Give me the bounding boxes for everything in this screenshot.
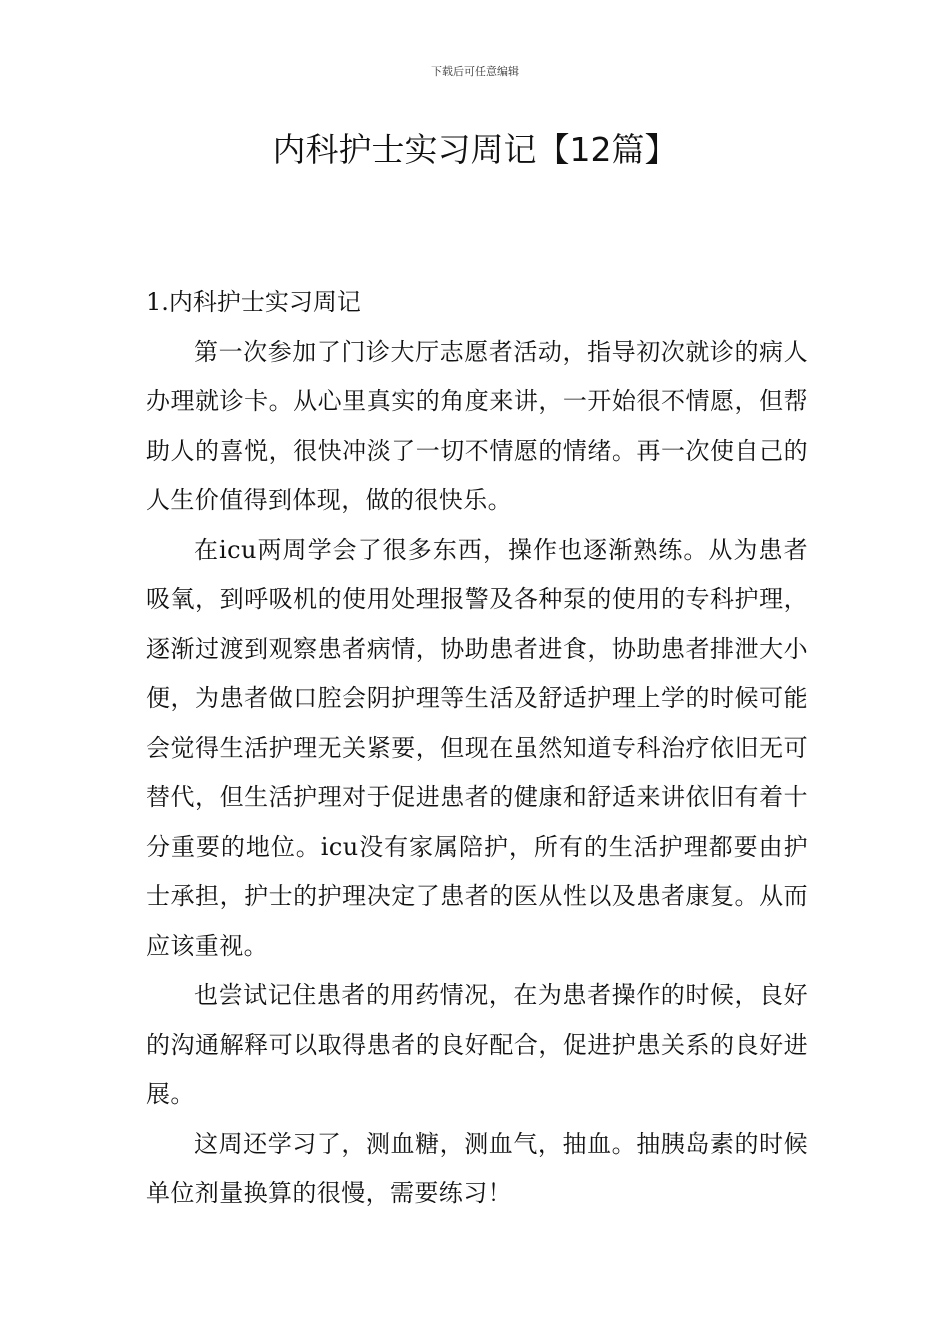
paragraph: 也尝试记住患者的用药情况，在为患者操作的时候，良好的沟通解释可以取得患者的良好配合，促进护患关系的良好进展。 [146,981,808,1108]
paragraph: 在icu两周学会了很多东西，操作也逐渐熟练。从为患者吸氧，到呼吸机的使用处理报警及各种泵的使用的专科护理，逐渐过渡到观察患者病情，协助患者进食，协助患者排泄大小便，为患者做口腔会阴护理等生活及舒适护理上学的时候可能会觉得生活护理无关紧要，但现在虽然知道专科治疗依旧无可替代，但生活护理对于促进患者的健康和舒适来讲依旧有着十分重要的地位。icu没有家属陪护，所有的生活护理都要由护士承担，护士的护理决定了患者的医从性以及患者康复。从而应该重视。 [146,535,808,960]
paragraph: 第一次参加了门诊大厅志愿者活动，指导初次就诊的病人办理就诊卡。从心里真实的角度来讲，一开始很不情愿，但帮助人的喜悦，很快冲淡了一切不情愿的情绪。再一次使自己的人生价值得到体现，做的很快乐。 [146,337,808,514]
section-heading: 1.内科护士实习周记 [146,288,361,316]
paragraph: 这周还学习了，测血糖，测血气，抽血。抽胰岛素的时候单位剂量换算的很慢，需要练习！ [146,1129,808,1207]
document-title: 内科护士实习周记【12篇】 [272,130,678,169]
document-body [146,278,808,1219]
header-note: 下载后可任意编辑 [431,65,519,78]
